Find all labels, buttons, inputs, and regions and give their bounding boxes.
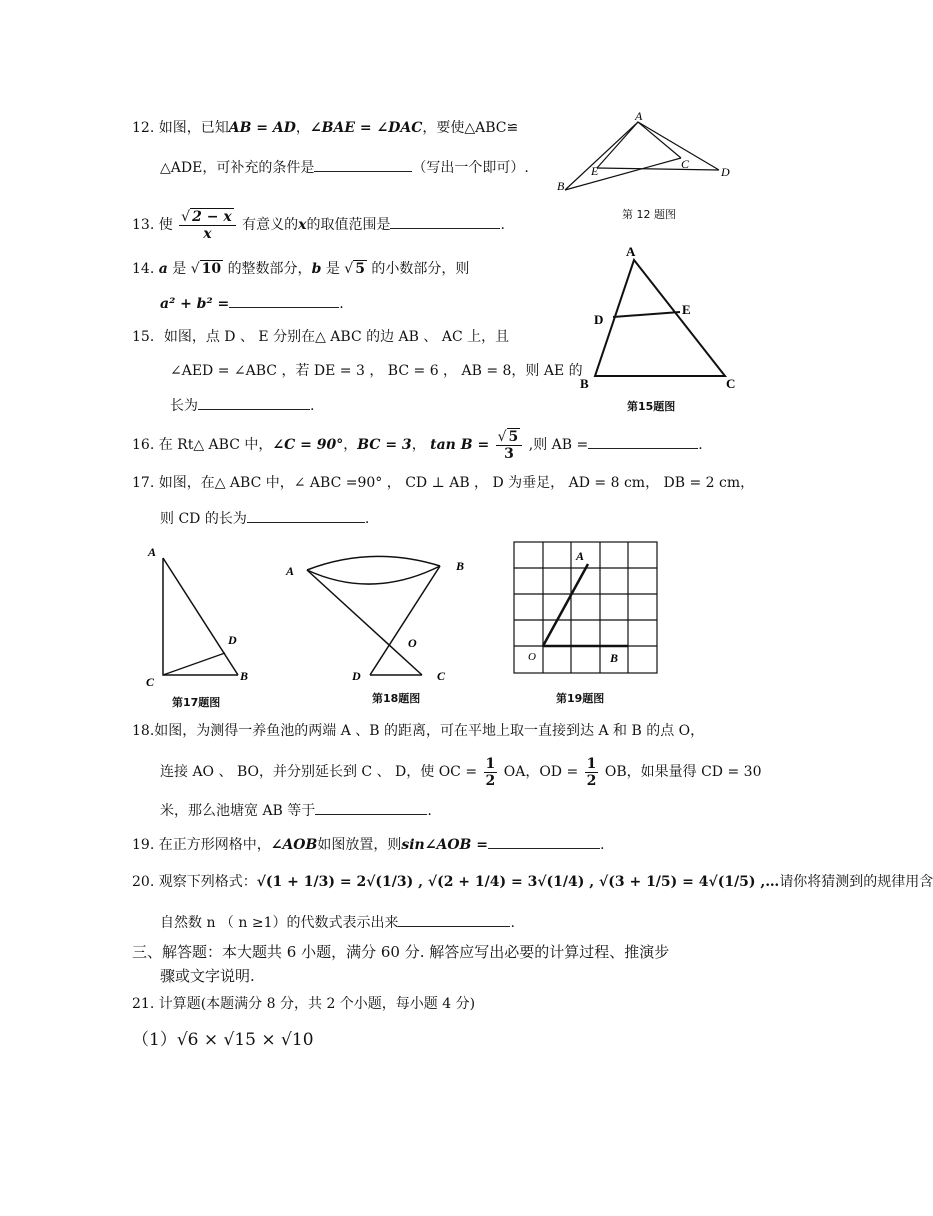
fig17-label-a: A: [148, 545, 157, 559]
q20-line1: 20. 观察下列格式：√(1 + 1/3) = 2√(1/3) , √(2 + 1/4) = 3√(1/4) , √(3 + 1/5) = 4√(1/5) ,…请你将猜测到的规律用含: [132, 874, 933, 890]
fig18-label-d: D: [352, 669, 361, 683]
q15-line1: 15．如图，点 D 、 E 分别在△ ABC 的边 AB 、 AC 上，且: [132, 329, 510, 345]
fig18-label-b: B: [456, 559, 465, 573]
caption-fig12: 第 12 题图: [622, 208, 676, 221]
q18-line1: 18.如图，为测得一养鱼池的两端 A 、B 的距离，可在平地上取一直接到达 A 和 B 的点 O，: [132, 723, 705, 739]
caption-fig17: 第17题图: [172, 696, 221, 709]
q18-line2: 连接 AO 、 BO，并分别延长到 C 、 D，使 OC = $\frac{1}{2}$ OA，OD = $\frac{1}{2}$ OB，如果量得 CD = 30: [160, 755, 762, 789]
fig17-label-d: D: [228, 633, 237, 647]
q12-line2: △ADE，可补充的条件是 （写出一个即可）.: [160, 157, 529, 178]
fig12-label-c: C: [681, 157, 690, 171]
caption-fig19: 第19题图: [556, 692, 605, 705]
fig18-label-o: O: [408, 636, 417, 650]
q15-line3: 长为 .: [170, 395, 314, 416]
fig17-label-c: C: [146, 675, 155, 689]
section-3-line2: 骤或文字说明.: [160, 967, 255, 985]
caption-fig15: 第15题图: [627, 400, 676, 413]
fig15-label-b: B: [580, 376, 589, 391]
fig18-label-a: A: [286, 564, 295, 578]
figure-18: [282, 550, 482, 685]
q21-sub1: （1）√6 × √15 × √10: [132, 1030, 314, 1050]
q16-line: 16. 在 Rt△ ABC 中，∠C = 90°，BC = 3， tan B = $\frac{√ 5}{3}$ ,则 AB = .: [132, 428, 703, 462]
fig12-label-d: D: [721, 165, 730, 179]
q20-line2: 自然数 n （ n ≥1）的代数式表示出来 .: [160, 912, 515, 933]
caption-fig18: 第18题图: [372, 692, 421, 705]
fig15-label-a: A: [626, 244, 636, 259]
fig19-label-b: B: [610, 651, 619, 665]
q13-line: 13. 使 $\frac{√ 2 - x}{x}$ 有意义的x的取值范围是 .: [132, 208, 505, 242]
fig12-label-e: E: [591, 164, 599, 178]
q14-line1: 14. a 是 √ 10 的整数部分，b 是 √ 5 的小数部分，则: [132, 261, 470, 277]
figure-15: [580, 240, 745, 390]
fig17-label-b: B: [240, 669, 249, 683]
fig15-label-c: C: [726, 376, 736, 391]
fig15-label-e: E: [682, 302, 691, 317]
q15-line2: ∠AED = ∠ABC ，若 DE = 3 ， BC = 6 ， AB = 8，则 AE 的: [170, 363, 583, 379]
fig12-label-a: A: [635, 109, 643, 123]
fig18-label-c: C: [437, 669, 446, 683]
q19-line: 19. 在正方形网格中，∠AOB如图放置，则sin∠AOB = .: [132, 834, 604, 855]
q12-line1: 12. 如图，已知AB = AD，∠BAE = ∠DAC，要使△ABC≌: [132, 120, 519, 136]
q17-line1: 17. 如图，在△ ABC 中，∠ ABC =90° ， CD ⊥ AB ， D 为垂足， AD = 8 cm， DB = 2 cm，: [132, 475, 755, 491]
q21-line: 21. 计算题(本题满分 8 分，共 2 个小题，每小题 4 分): [132, 996, 476, 1012]
fig15-label-d: D: [594, 312, 604, 327]
q14-line2: a² + b² = .: [160, 293, 344, 314]
section-3-line1: 三、解答题：本大题共 6 小题，满分 60 分. 解答应写出必要的计算过程、推演步: [132, 943, 670, 961]
fig19-label-o: O: [528, 651, 536, 663]
figure-17: [140, 540, 260, 690]
fig19-label-a: A: [576, 549, 585, 563]
figure-12: [555, 108, 745, 198]
q18-line3: 米，那么池塘宽 AB 等于 .: [160, 800, 432, 821]
figure-19: [510, 540, 662, 678]
fig12-label-b: B: [557, 179, 565, 193]
q17-line2: 则 CD 的长为 .: [160, 508, 369, 529]
